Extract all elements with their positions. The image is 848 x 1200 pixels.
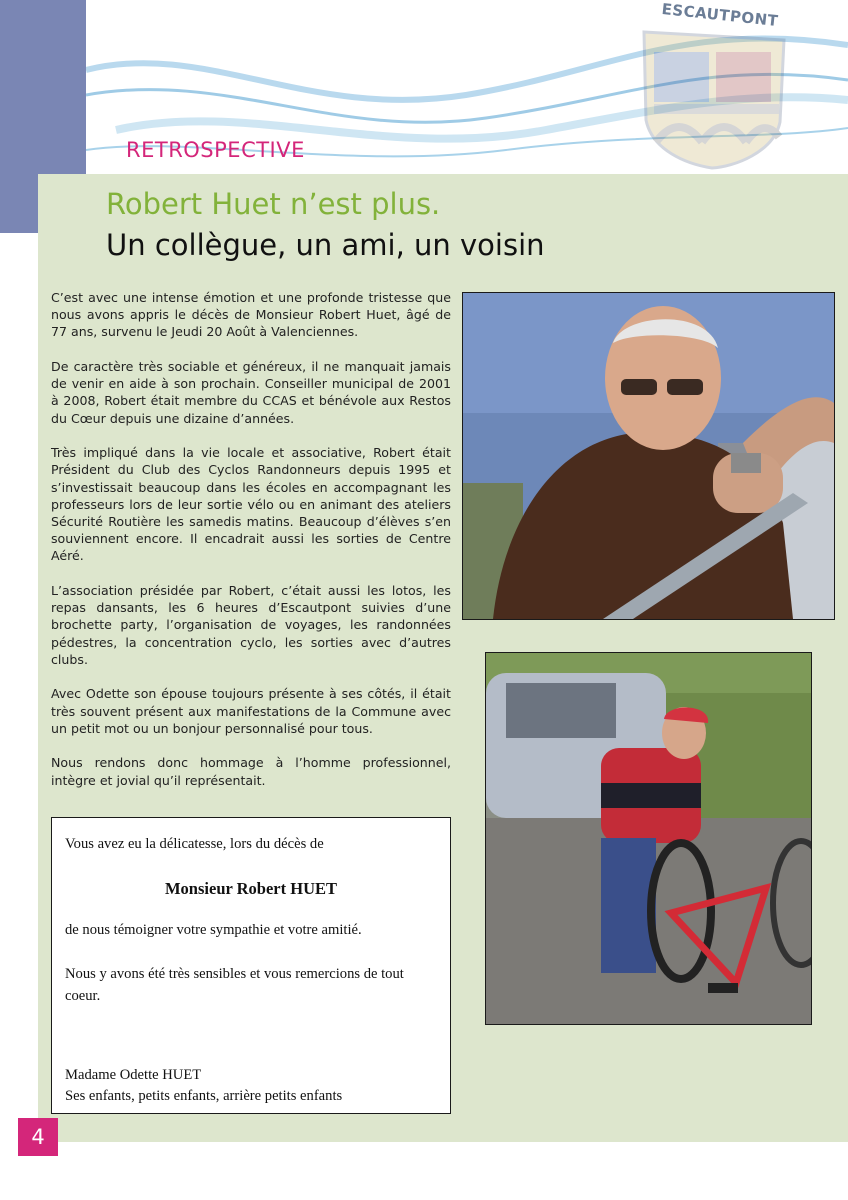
card-family: Ses enfants, petits enfants, arrière petits enfants (65, 1088, 343, 1104)
article-paragraph: Avec Odette son épouse toujours présente à ses côtés, il était très souvent présent aux manifestations de la Commune avec un petit mot ou un bonjour personnalisé pour tous. (51, 686, 451, 736)
card-intro: Vous avez eu la délicatesse, lors du décès de (65, 836, 324, 852)
article-paragraph: L’association présidée par Robert, c’était aussi les lotos, les repas dansants, les 6 heures d’Escautpont suivies d’une brochette party, l’organisation de voyages, les randonnées pédestres, la concentration cyclo, les sorties avec d’autres clubs. (51, 583, 451, 667)
section-label: RETROSPECTIVE (126, 138, 305, 162)
article-body (51, 289, 451, 806)
card-deceased-name: Monsieur Robert HUET (164, 879, 338, 898)
article-paragraph: Très impliqué dans la vie locale et associative, Robert était Président du Club des Cyclos Randonneurs depuis 1995 et s’investissait beaucoup dans les écoles en accompagnant les professeurs lors de leur sortie vélo ou en animant des ateliers Sécurité Routière les samedis matins. Beaucoup d’élèves s’en souviennent encore. Il encadrait aussi les sorties de Centre Aéré. (51, 445, 451, 564)
bicycle-photo (485, 652, 812, 1025)
card-thanks-line: Nous y avons été très sensibles et vous remercions de tout coeur. (65, 966, 404, 1004)
article-paragraph: C’est avec une intense émotion et une profonde tristesse que nous avons appris le décès de Monsieur Robert Huet, âgé de 77 ans, survenu le Jeudi 20 Août à Valenciennes. (51, 290, 451, 340)
thank-you-card (51, 817, 451, 1114)
card-signature: Madame Odette HUET (65, 1067, 202, 1083)
article-paragraph: Nous rendons donc hommage à l’homme professionnel, intègre et jovial qu’il représentait. (51, 755, 451, 788)
page-number: 4 (18, 1118, 58, 1156)
subheadline: Un collègue, un ami, un voisin (106, 228, 545, 262)
article-paragraph: De caractère très sociable et généreux, il ne manquait jamais de venir en aide à son prochain. Conseiller municipal de 2001 à 2008, Robert était membre du CCAS et bénévole aux Restos du Cœur depuis une dizaine d’années. (51, 359, 451, 426)
headline: Robert Huet n’est plus. (106, 187, 441, 221)
portrait-photo (462, 292, 835, 620)
crest-town-name: ESCAUTPONT (660, 0, 780, 31)
card-sympathy-line: de nous témoigner votre sympathie et votre amitié. (65, 922, 362, 938)
